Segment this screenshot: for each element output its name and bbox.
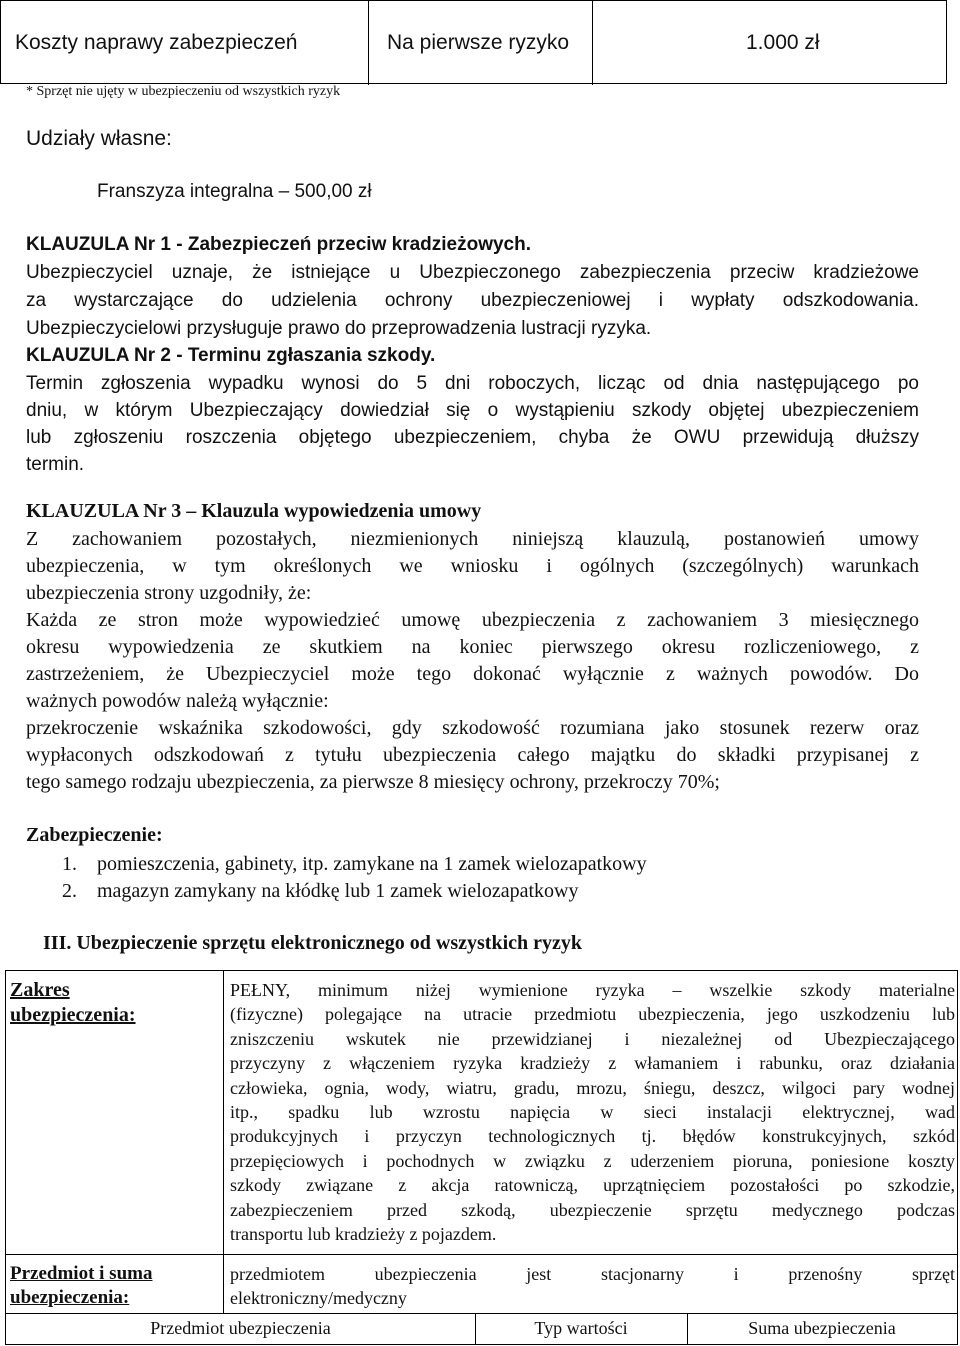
klauzula-3-title: KLAUZULA Nr 3 – Klauzula wypowiedzenia umowy xyxy=(26,500,482,522)
klauzula-2-line: dniu, w którym Ubezpieczający dowiedział się o wystąpieniu szkody objętej ubezpieczeniem xyxy=(26,400,919,421)
klauzula-3-line: Z zachowaniem pozostałych, niezmienionych niniejszą klauzulą, postanowień umowy xyxy=(26,528,919,550)
list-item-number: 1. xyxy=(62,853,77,875)
klauzula-3-line: przekroczenie wskaźnika szkodowości, gdy szkodowość rozumiana jako stosunek rezerw oraz xyxy=(26,717,919,739)
coverage-table xyxy=(5,970,958,1345)
column-header-przedmiot: Przedmiot ubezpieczenia xyxy=(150,1318,331,1338)
zakres-line: przyczyny z włączeniem ryzyka kradzieży z włamaniem i rabunku, oraz działania xyxy=(230,1053,955,1074)
klauzula-1-line: za wystarczające do udzielenia ochrony ubezpieczeniowej i wypłaty odszkodowania. xyxy=(26,290,919,311)
klauzula-1-line: Ubezpieczyciel uznaje, że istniejące u Ubezpieczonego zabezpieczenia przeciw kradzieżowe xyxy=(26,262,919,283)
table-divider xyxy=(592,1,593,85)
zakres-line: itp., spadku lub wzrostu napięcia w sieci instalacji elektrycznej, wad xyxy=(230,1102,955,1123)
footnote: * Sprzęt nie ujęty w ubezpieczeniu od wszystkich ryzyk xyxy=(26,84,341,99)
klauzula-1-title: KLAUZULA Nr 1 - Zabezpieczeń przeciw kradzieżowych. xyxy=(26,234,532,255)
zakres-line: zniszczeniu wskutek nie przewidzianej i niezależnej od Ubezpieczającego xyxy=(230,1028,955,1049)
klauzula-3-line: tego samego rodzaju ubezpieczenia, za pierwsze 8 miesięcy ochrony, przekroczy 70%; xyxy=(26,771,720,793)
list-item: pomieszczenia, gabinety, itp. zamykane na 1 zamek wielozapatkowy xyxy=(97,853,647,875)
klauzula-3-line: Każda ze stron może wypowiedzieć umowę ubezpieczenia z zachowaniem 3 miesięcznego xyxy=(26,609,919,631)
list-item: magazyn zamykany na kłódkę lub 1 zamek wielozapatkowy xyxy=(97,880,579,902)
klauzula-3-line: ważnych powodów należą wyłącznie: xyxy=(26,690,329,712)
udzialy-title: Udziały własne: xyxy=(26,127,172,150)
klauzula-2-line: termin. xyxy=(26,454,85,475)
table-divider xyxy=(6,1254,957,1255)
column-header-typ-wartosci: Typ wartości xyxy=(534,1318,628,1338)
klauzula-3-line: wypłaconych odszkodowań z tytułu ubezpieczenia całego majątku do składki przypisanej z xyxy=(26,744,919,766)
przedmiot-content xyxy=(230,1262,955,1310)
section-3-title: III. Ubezpieczenie sprzętu elektronicznego od wszystkich ryzyk xyxy=(43,932,583,954)
zakres-label-line: Zakres xyxy=(10,979,70,1001)
zabezpieczenie-title: Zabezpieczenie: xyxy=(26,824,163,846)
top-cell-description: Koszty naprawy zabezpieczeń xyxy=(15,31,298,54)
klauzula-3-line: ubezpieczenia, w tym określonych we wniosku i ogólnych (szczególnych) warunkach xyxy=(26,555,919,577)
table-divider xyxy=(368,1,369,85)
column-header-suma: Suma ubezpieczenia xyxy=(748,1318,896,1338)
zakres-line: (fizyczne) polegające na utracie przedmiotu ubezpieczenia, jego uszkodzeniu lub xyxy=(230,1004,955,1025)
zakres-line: człowieka, ognia, wody, wiatru, gradu, mrozu, śniegu, deszcz, wilgoci pary wodnej xyxy=(230,1077,955,1098)
przedmiot-label-line: Przedmiot i suma xyxy=(10,1263,153,1284)
zakres-line: produkcyjnych i przyczyn technologicznych tj. błędów konstrukcyjnych, szkód xyxy=(230,1126,955,1147)
top-cell-basis: Na pierwsze ryzyko xyxy=(387,31,570,54)
przedmiot-line: przedmiotem ubezpieczenia jest stacjonarny i przenośny sprzęt xyxy=(230,1264,955,1284)
franszyza: Franszyza integralna – 500,00 zł xyxy=(97,181,372,202)
zakres-label-line: ubezpieczenia: xyxy=(10,1004,136,1026)
zakres-line: PEŁNY, minimum niżej wymienione ryzyka – wszelkie szkody materialne xyxy=(230,980,955,1000)
klauzula-3-line: ubezpieczenia strony uzgodniły, że: xyxy=(26,582,312,604)
klauzula-2-title: KLAUZULA Nr 2 - Terminu zgłaszania szkody. xyxy=(26,345,436,366)
klauzula-2-line: lub zgłoszeniu roszczenia objętego ubezpieczeniem, chyba że OWU przewidują dłuższy xyxy=(26,427,919,448)
table-divider xyxy=(223,971,224,1313)
top-cell-amount: 1.000 zł xyxy=(746,31,820,54)
przedmiot-label xyxy=(10,1262,152,1310)
zakres-line: transportu lub kradzieży z pojazdem. xyxy=(230,1224,497,1245)
table-divider xyxy=(6,1313,957,1314)
zakres-label xyxy=(10,978,136,1028)
zakres-line: szkody związane z akcja ratowniczą, uprzątnięciem pozostałości po szkodzie, xyxy=(230,1175,955,1196)
przedmiot-line: elektroniczny/medyczny xyxy=(230,1288,407,1308)
top-table xyxy=(0,0,947,84)
klauzula-1-line: Ubezpieczycielowi przysługuje prawo do przeprowadzenia lustracji ryzyka. xyxy=(26,318,652,339)
klauzula-2-line: Termin zgłoszenia wypadku wynosi do 5 dni roboczych, licząc od dnia następującego po xyxy=(26,373,919,394)
przedmiot-label-line: ubezpieczenia: xyxy=(10,1287,130,1308)
klauzula-3-line: okresu wypowiedzenia ze skutkiem na koniec pierwszego okresu rozliczeniowego, z xyxy=(26,636,919,658)
klauzula-3-line: zastrzeżeniem, że Ubezpieczyciel może tego dokonać wyłącznie z ważnych powodów. Do xyxy=(26,663,919,685)
zakres-content xyxy=(230,978,955,1246)
list-item-number: 2. xyxy=(62,880,77,902)
zakres-line: przepięciowych i pochodnych w związku z uderzeniem pioruna, poniesione koszty xyxy=(230,1150,955,1171)
zakres-line: zabezpieczeniem przed szkodą, ubezpieczenie sprzętu medycznego podczas xyxy=(230,1199,955,1220)
